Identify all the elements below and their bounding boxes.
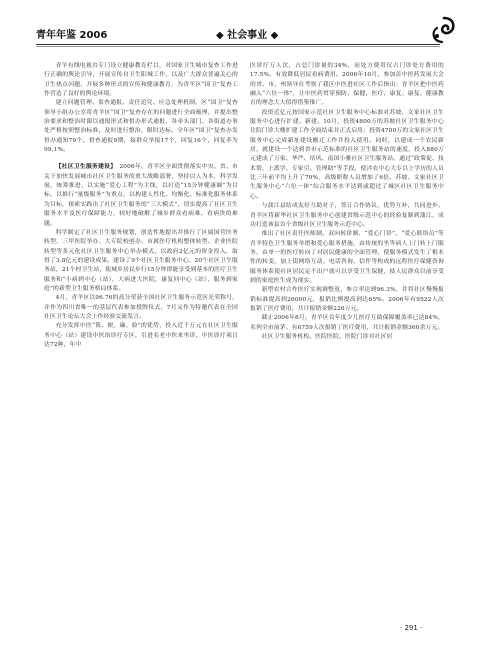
paragraph: 充分发挥中医“简、便、廉、验”的优势，投入近千万元在社区卫生服务中心（站）建设中医治诊疗专区，引进名老中医来坐诊，中医诊疗项目达72种，年中 xyxy=(44,323,238,348)
paragraph: 青羊有线电视台专门设立健康教育栏目，对国家卫生城市复查工作进行正确的舆论引导，开展宣传自卫生阳城工作，以及广大群众普遍关心的卫生热点问题，开展多种形式的宣传和健康教育，为青羊区“国卫”复查工作营造了良好的舆论环境。 xyxy=(44,63,238,98)
yearbook-title: 青年年鉴 2006 xyxy=(36,30,108,41)
page-number: · 291 · xyxy=(400,624,423,632)
right-column xyxy=(250,62,444,607)
paragraph: 新型农村合作医疗实现调整返，参合率达到96.3%，并将社区慢慢报销标准提高到26000元，报销比例提高到达65%。2006年有9522人次报销了医疗费用，共计报销金额226万元。 xyxy=(250,287,444,312)
paragraph: 推出了社区责任医师制、双向转诊制、“爱心门铃”、“爱心联络员”等青羊特色卫生服务举措和爱心服务措施，由传统的坐等病人上门转上门服务，由单一的医疗转向了对居民健康的全面管理，使服务模式发生了根本性的转变。加上街网络互动、电话咨询、信件等构成的远程医疗保健咨询服务体系使社区居民足不出户就可以享受卫生保健，使人民群众以前享受到的家庭医生成为现实。 xyxy=(250,231,444,284)
paragraph: 投资近亿元按国家示范社区卫生服务中心标准对苏坡、文家社区卫生服务中心进行扩建、新建。10月，投资4800万的苏坡社区卫生服务中心住院门诊大楼扩建工作全面结束并正式启用；投资4700万的文家社区卫生服务中心完成新址建设搬迁工作并投入使用。同时，以建成一个农民新居，就建设一个达到省市示范标准的社区卫生服务站的速度，投入880万元建成了万家、华严、培风、南国小雅社区卫生服务站。通过“政策促、技术帮、上派学、专家引、管理助”等手段，使涉农中心大专以上学历的人员比三年前平均上升了70%，高级职称人员增加了6倍。苏坡、文家社区卫生服务中心“六位一体”综合服务水平达到或超过了城区社区卫生服务中心。 xyxy=(250,109,444,200)
paragraph: 与蒲江县结成友好互助对子，签订合作协议，优势互补，共同进步。青羊区将新华社区卫生服务中心创建省级示范中心的经验复制到蒲江，成功打造该县首个省级社区卫生服务示范中心。 xyxy=(250,203,444,228)
paragraph: 4月，青羊区以96.76的高分荣获全国社区卫生服务示范区光荣称号，并作为四川省唯一的基层代表参加授牌仪式。7月又作为特邀代表在全国社区卫生论坛大会上作经验交流发言。 xyxy=(44,295,238,320)
left-column xyxy=(44,62,238,607)
section-title: 【社区卫生服务建设】 xyxy=(55,164,114,171)
header-rule-thin xyxy=(36,46,440,47)
paragraph: 截止2006年8月，青羊区首年度少儿医疗互助保障覆盖率已达84%，名列全市前茅。有6759人次报销了医疗费用，共计报销金额360余万元。 xyxy=(250,315,444,331)
text-columns xyxy=(44,62,444,607)
paragraph: 社区卫生服务机构、医院医院、医院门诊对社区居 xyxy=(261,333,393,340)
page-header xyxy=(36,18,450,46)
paragraph: 医诊疗万人次，占总门诊量的34%，而处方费用仅占门诊处方费用的17.5%。有效降低居民看病费用。2006年10月，参加首中医药发展大会的省、市、州领导在考察了我区中医进社区工作后指出：青羊区把中医药融入“六位一体”，让中医药贯穿预防、保健、医疗、康复、康复、健康教育的理念大大值得借鉴推广。 xyxy=(250,63,444,107)
swirl-ornament-icon xyxy=(428,14,460,46)
header-rule xyxy=(36,44,440,45)
section-label: ◆ 社会事业 ◆ xyxy=(216,30,279,41)
paragraph-text: 2006年，青羊区全面贯彻落实中央、省、市关于加快发展城市社区卫生服务的重大战略部署，坚持以人为本，科学发展，统筹推进，以实施“爱心工程”为主线，以打造“15分钟健康圈”为目标，以推行“量级服务”为重点，以构建人性化、均衡化、标准化服务体系为目标，探索实践出了社区卫生服务的“三大模式”，切实提高了社区卫生服务水平及医疗保障能力，较好地破解了城乡群众看病难、看病贵的难题。 xyxy=(44,164,238,227)
paragraph: 建立问题管理、监查通报、责任追究、应急处理机制。区“国卫”复查领导小组办公室将青羊区“国卫”复查存在的问题进行全面梳理，并提出整治要求和整治时限以通报形式和督办形式通报，各牵头部门、各街道办事处严格按照整治标准，及时进行整治，限时达标，全年区“国卫”复查办发督办通知79个，督查通报9期，接群众举报17个，回复16个，回复率为99.1%。 xyxy=(44,100,238,154)
paragraph: 科学制定了社区卫生服务规划，创造性地提出并推行了区属国营医务转型、三甲医院举办、大专院校创办、市属医疗机构整体转型、企业医院转型等多元化社区卫生服务中心举办模式，以政府2亿元的资金投入，取得了3.8亿元的建设成果。建设了9个社区卫生服务中心、20个社区卫生服务站，21个村卫生站，使城乡居民步行15分钟即能享受到基本的医疗卫生服务和“小病到中心（站），大病进大医院，康复回中心（站），服务到家庭”的新型卫生服务格局体系。 xyxy=(44,229,238,292)
section-paragraph-lead xyxy=(44,163,238,228)
